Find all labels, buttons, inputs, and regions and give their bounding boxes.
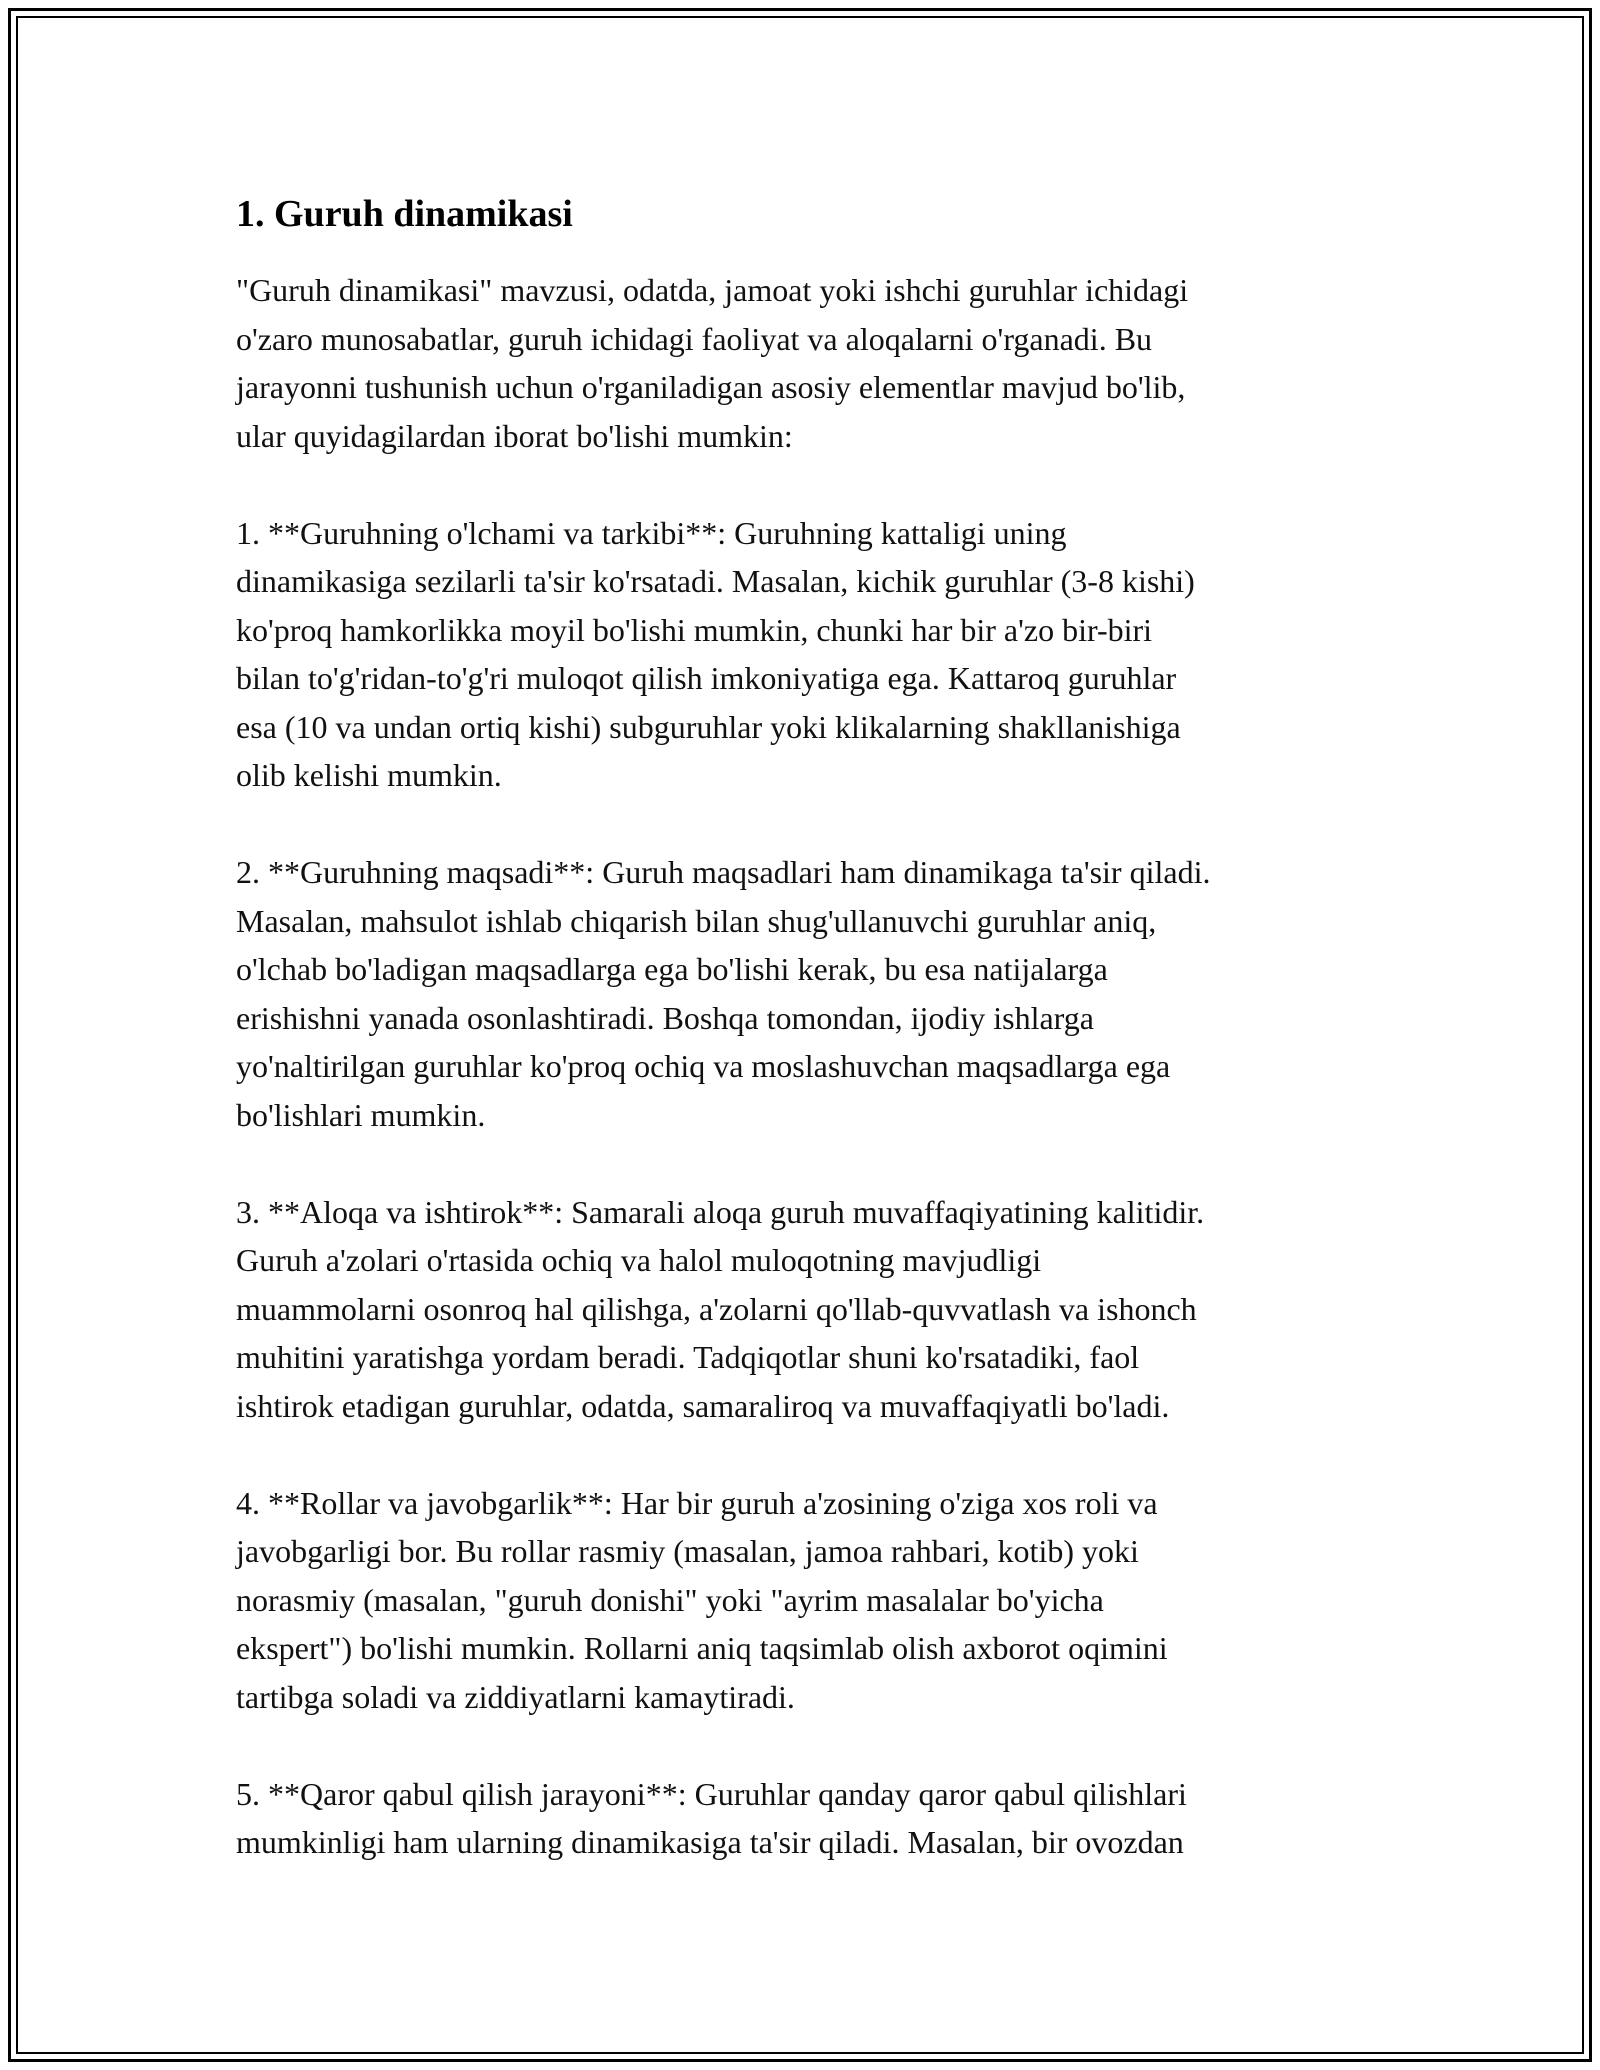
list-item-communication: 3. **Aloqa va ishtirok**: Samarali aloqa guruh muvaffaqiyatining kalitidir. Guruh a'zolari o'rtasida ochiq va halol muloqotning mavjudligi muammolarni osonroq hal qilishga, a'zolarni qo'llab-quvvatlash va ishonch muhitini yaratishga yordam beradi. Tadqiqotlar shuni ko'rsatadiki, faol ishtirok etadigan guruhlar, odatda, samaraliroq va muvaffaqiyatli bo'ladi. xyxy=(236,1193,1205,1424)
document-body xyxy=(236,188,1376,1867)
list-item-group-size: 1. **Guruhning o'lchami va tarkibi**: Guruhning kattaligi uning dinamikasiga sezilarli ta'sir ko'rsatadi. Masalan, kichik guruhlar (3-8 kishi) ko'proq hamkorlikka moyil bo'lishi mumkin, chunki har bir a'zo bir-biri bilan to'g'ridan-to'g'ri muloqot qilish imkoniyatiga ega. Kattaroq guruhlar esa (10 va undan ortiq kishi) subguruhlar yoki klikalarning shakllanishiga olib kelishi mumkin. xyxy=(236,514,1195,793)
document-title: 1. Guruh dinamikasi xyxy=(236,193,573,235)
list-item-group-goal: 2. **Guruhning maqsadi**: Guruh maqsadlari ham dinamikaga ta'sir qiladi. Masalan, mahsulot ishlab chiqarish bilan shug'ullanuvchi guruhlar aniq, o'lchab bo'ladigan maqsadlarga ega bo'lishi kerak, bu esa natijalarga erishishni yanada osonlashtiradi. Boshqa tomondan, ijodiy ishlarga yo'naltirilgan guruhlar ko'proq ochiq va moslashuvchan maqsadlarga ega bo'lishlari mumkin. xyxy=(236,854,1211,1133)
list-item-roles: 4. **Rollar va javobgarlik**: Har bir guruh a'zosining o'ziga xos roli va javobgarligi bor. Bu rollar rasmiy (masalan, jamoa rahbari, kotib) yoki norasmiy (masalan, "guruh donishi" yoki "ayrim masalalar bo'yicha ekspert") bo'lishi mumkin. Rollarni aniq taqsimlab olish axborot oqimini tartibga soladi va ziddiyatlarni kamaytiradi. xyxy=(236,1484,1168,1715)
intro-paragraph: "Guruh dinamikasi" mavzusi, odatda, jamoat yoki ishchi guruhlar ichidagi o'zaro munosabatlar, guruh ichidagi faoliyat va aloqalarni o'rganadi. Bu jarayonni tushunish uchun o'rganiladigan asosiy elementlar mavjud bo'lib, ular quyidagilardan iborat bo'lishi mumkin: xyxy=(236,272,1189,454)
list-item-decision-making: 5. **Qaror qabul qilish jarayoni**: Guruhlar qanday qaror qabul qilishlari mumkinligi ham ularning dinamikasiga ta'sir qiladi. Masalan, bir ovozdan xyxy=(236,1775,1187,1860)
